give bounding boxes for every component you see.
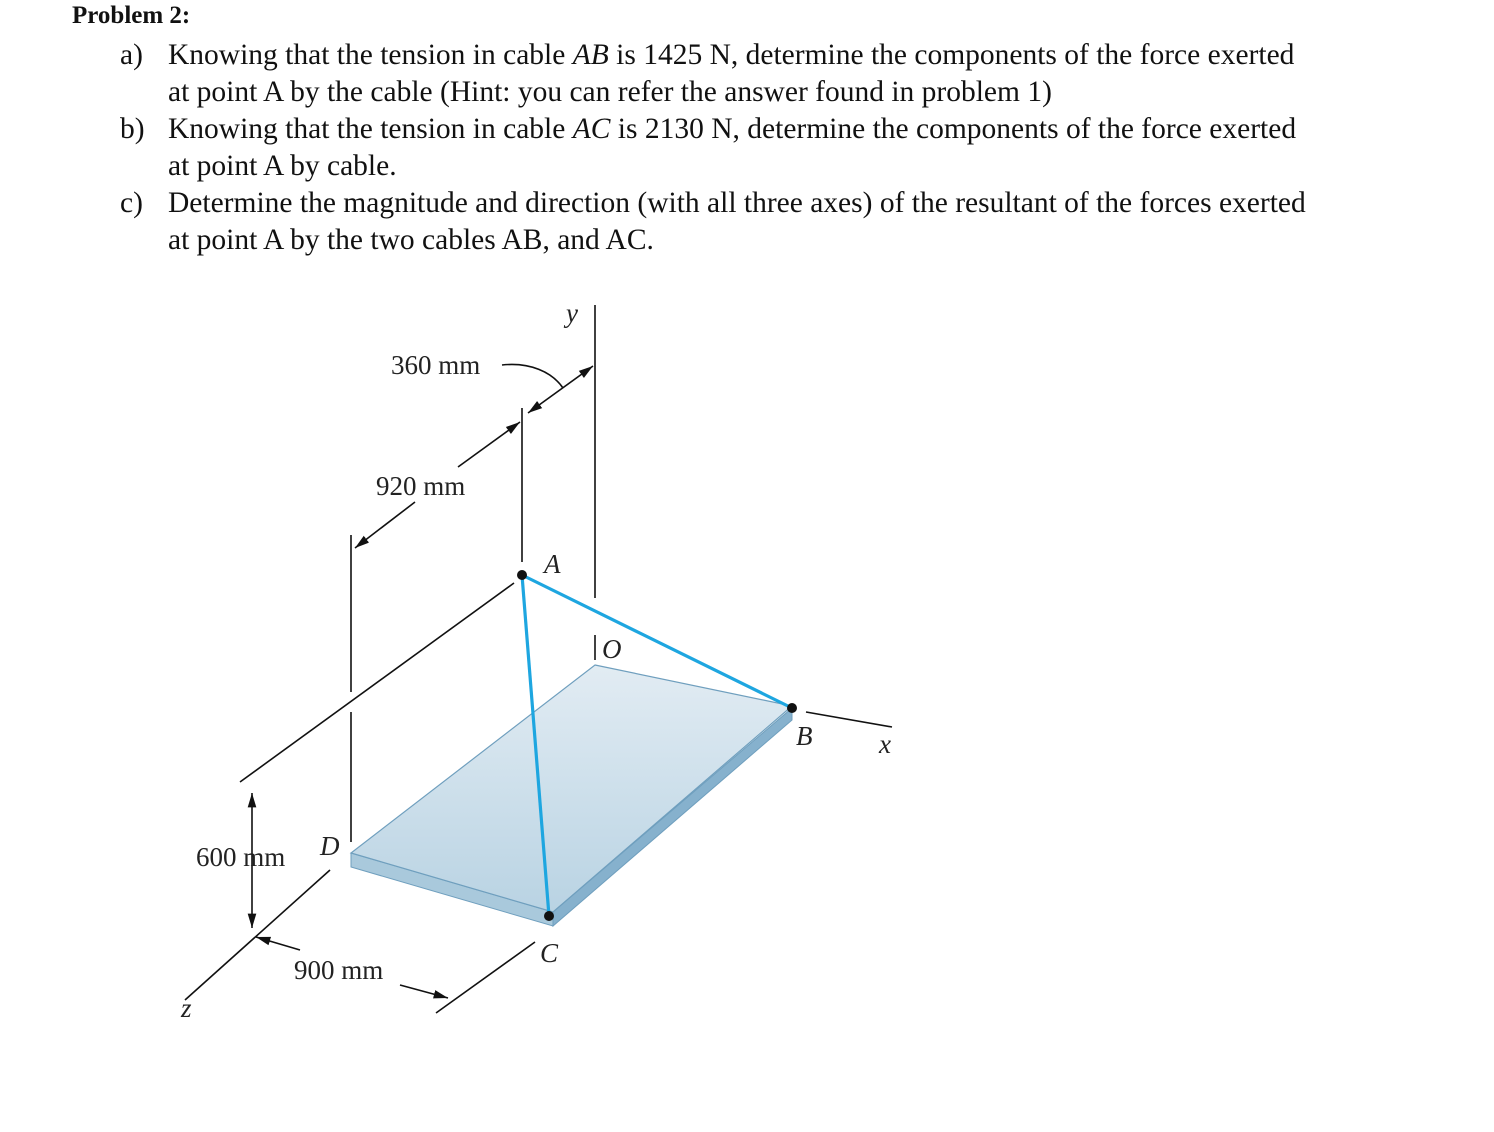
label-d: D xyxy=(320,831,340,861)
cable-name: AB xyxy=(572,39,609,71)
dim-920-lower xyxy=(355,502,415,548)
question-label: c) xyxy=(120,187,143,219)
dim-900-label: 900 mm xyxy=(294,955,384,985)
plate xyxy=(351,665,792,926)
dim-920-label: 920 mm xyxy=(376,471,466,501)
label-z-axis: z xyxy=(181,993,192,1023)
dim-900-right xyxy=(400,985,448,998)
question-text: at point A by the two cables AB, and AC. xyxy=(168,224,654,256)
point-a xyxy=(517,570,527,580)
point-b xyxy=(787,703,797,713)
problem-title: Problem 2: xyxy=(72,2,191,29)
dim-360 xyxy=(528,366,593,413)
question-text: is 2130 N, determine the components of the force exerted xyxy=(610,113,1297,145)
question-text: Determine the magnitude and direction (with all three axes) of the resultant of the forces exerted xyxy=(168,187,1306,219)
dim-600-label: 600 mm xyxy=(196,842,286,872)
question-text: at point A by cable. xyxy=(168,150,397,182)
point-c xyxy=(544,911,554,921)
dim-360-leader xyxy=(502,364,563,388)
x-axis xyxy=(806,712,892,727)
dim-920-upper xyxy=(458,422,520,467)
question-label: a) xyxy=(120,39,143,71)
question-text: Knowing that the tension in cable xyxy=(168,39,573,71)
label-a: A xyxy=(544,549,561,579)
label-o: O xyxy=(602,634,622,664)
question-text: is 1425 N, determine the components of the force exerted xyxy=(608,39,1295,71)
label-b: B xyxy=(796,721,813,751)
question-text: Knowing that the tension in cable xyxy=(168,113,573,145)
dim-360-label: 360 mm xyxy=(391,350,481,380)
extension-line-a-horizontal xyxy=(240,583,514,782)
dim-900-left xyxy=(256,937,300,950)
cable-name: AC xyxy=(572,113,611,145)
label-c: C xyxy=(540,938,559,968)
label-y-axis: y xyxy=(566,298,578,328)
question-text: at point A by the cable (Hint: you can refer the answer found in problem 1) xyxy=(168,76,1052,108)
label-x-axis: x xyxy=(879,729,891,759)
question-label: b) xyxy=(120,113,145,145)
extension-line-c xyxy=(436,942,535,1013)
